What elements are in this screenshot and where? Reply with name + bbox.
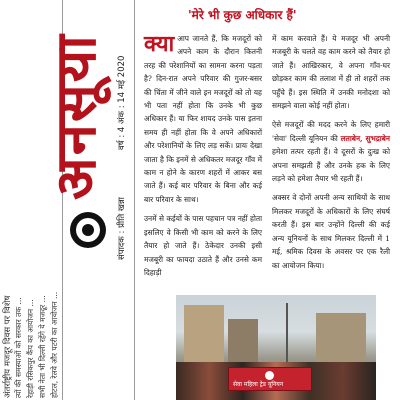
article-paragraph: अक्सर वे दोनों अपनी अन्य साथियों के साथ मिलकर मजदूरों के अधिकारों के लिए संघर्ष करती हैं। इस बार उन्होंने दिल्ली की कई अन्य यूनियनों के साथ मिलकर दिल्ली में 1 मई, श्रमिक दिवस के अवसर पर एक रैली का आयोजन किया। bbox=[272, 193, 390, 270]
side-strip-line: त्यों की समस्याओं को सरकार तक ... bbox=[14, 297, 23, 398]
article-paragraph: ऐसे मजदूरों की मदद करने के लिए हमारी 'सेवा' दिल्ली यूनियन की bbox=[272, 120, 390, 143]
editor-line: संपादक : प्रीति खन्ना bbox=[117, 197, 127, 260]
rally-photo bbox=[176, 295, 376, 400]
article-column-2 bbox=[272, 32, 390, 272]
building bbox=[228, 319, 258, 365]
highlighted-names: लताबेन, सुभद्राबेन bbox=[340, 133, 390, 143]
rally-banner bbox=[228, 367, 312, 391]
edition-line: वर्ष : 4 अंक : 14 मई 2020 bbox=[117, 55, 127, 150]
article-paragraph: में काम करवाते हैं। ये मजदूर भी अपनी मजबूरी के चलते वह काम करने को तैयार हो जाते हैं। आखिरकार, वे अपना गाँव-घर छोड़कर काम की तलाश में ही तो शहरों तक पहुँचे हैं। इस स्थिति में उनकी मनोदशा को समझने वाला कोई नहीं होता। bbox=[272, 34, 390, 111]
building bbox=[316, 313, 366, 365]
side-strip-line: रेहाड़ी रसिकपुर कैंप का आयोजन ... bbox=[26, 299, 35, 398]
article-headline: 'मेरे भी कुछ अधिकार हैं' bbox=[188, 8, 297, 22]
banner-emblem-icon bbox=[265, 371, 274, 380]
side-strip-line: होटल, रेलवे और पटरी का आयोजन ... bbox=[50, 291, 59, 398]
side-strip-heading: अंतर्राष्ट्रीय मजदूर दिवस पर विशेष bbox=[3, 295, 13, 398]
article-paragraph: हमेशा तत्पर रहती हैं। वे दूसरों के दुःख को अपना समझती हैं और उनके हक के लिए लड़ने को हमेशा तैयार भी रहती हैं। bbox=[272, 147, 390, 184]
dropcap: क्या bbox=[144, 31, 175, 57]
banner-text: सेवा महिला ट्रेड यूनियन bbox=[233, 381, 284, 388]
article-paragraph: आप जानते हैं, कि मजदूरों को अपने काम के दौरान कितनी तरह की परेशानियों का सामना करना पड़ता है? दिन-रात अपने परिवार की गुजर-बसर की चिंता में जीने वाले इन मजदूरों को तो यह भी पता नहीं होता कि उनके भी कुछ अधिकार हैं। या फिर शायद उनके पास इतना समय ही नहीं होता कि वे अपने अधिकारों और परेशानियों के लिए लड़ सकें। प्रायः देखा जाता है कि इनमें से अधिकतर मजदूर गाँव में काम न होने के कारण शहरों में आकर बस जाते हैं। कई बार परिवार के बिना और कई बार परिवार के साथ। bbox=[144, 34, 262, 204]
article-paragraph: उनमें से कईयों के पास पहचान पत्र नहीं होता इसलिए वे किसी भी काम को करने के लिए तैयार हो जाते हैं। ठेकेदार उनकी इसी मजबूरी का फायदा उठाते हैं और उनसे कम दिहाड़ी bbox=[144, 214, 262, 277]
masthead bbox=[0, 0, 127, 400]
side-strip-line: सभी नेता भी दिल्ली रहेंगे ये मजदूर ... bbox=[38, 295, 47, 398]
masthead-title: अनसूया bbox=[43, 33, 109, 200]
divider bbox=[134, 0, 135, 400]
logo-emblem-icon bbox=[70, 212, 106, 248]
building bbox=[184, 305, 224, 365]
article-column-1 bbox=[144, 32, 262, 279]
